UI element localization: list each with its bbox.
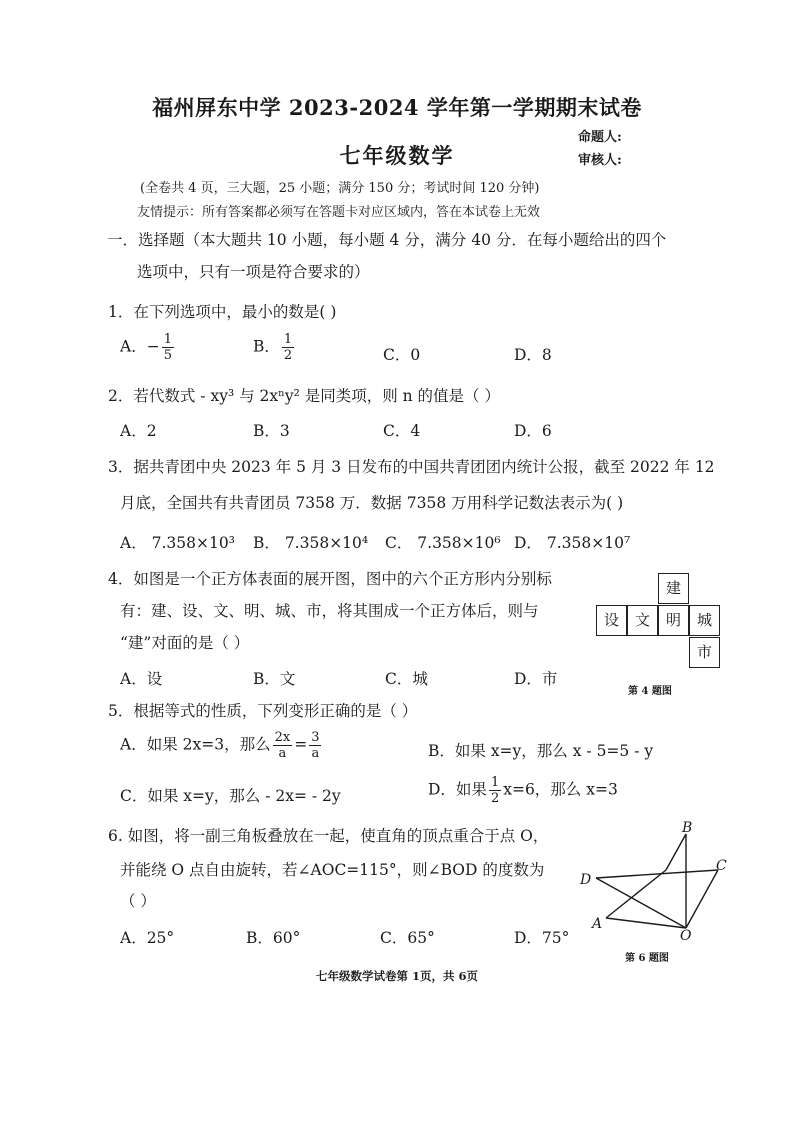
cube-net-figure — [596, 573, 726, 673]
q3-option-b: B． 7.358×10⁴ — [253, 534, 369, 552]
reviewer-label: 审核人: — [578, 153, 622, 168]
segment-do — [596, 878, 686, 928]
q4-line1: 4．如图是一个正方体表面的展开图，图中的六个正方形内分别标 — [108, 570, 552, 588]
q5-option-d — [428, 776, 618, 805]
q1-option-b-label: B． — [253, 337, 280, 356]
q1-a-den: 5 — [163, 348, 172, 363]
q4-line3: “建”对面的是（ ） — [120, 634, 250, 652]
q1-option-b-fraction — [282, 333, 294, 362]
q1-option-b — [253, 333, 296, 362]
q1-a-num: 1 — [163, 332, 172, 347]
q6-option-c: C．65° — [380, 929, 435, 947]
q1-b-den: 2 — [283, 348, 293, 363]
q5-option-b: B．如果 x=y，那么 x - 5=5 - y — [428, 742, 654, 760]
q5-a-frac1 — [273, 731, 293, 760]
q3-option-d: D． 7.358×10⁷ — [514, 534, 631, 552]
q1-stem: 1．在下列选项中，最小的数是( ) — [108, 303, 337, 321]
q1-option-a — [120, 333, 176, 362]
setter-label: 命题人: — [578, 130, 622, 145]
q4-option-a: A．设 — [120, 670, 163, 688]
q6-line2: 并能绕 O 点自由旋转，若∠AOC=115°，则∠BOD 的度数为 — [120, 861, 545, 879]
q4-option-d: D．市 — [514, 670, 558, 688]
triangles-figure — [570, 820, 740, 950]
q3-line1: 3．据共青团中央 2023 年 5 月 3 日发布的中国共青团团内统计公报，截至 2022 年 12 — [108, 458, 715, 476]
q6-option-d: D．75° — [514, 929, 570, 947]
q5-d-den: 2 — [490, 791, 500, 806]
q5-d-prefix: D．如果 — [428, 780, 487, 799]
q5-a-equals: = — [294, 735, 308, 754]
net-cell-1: 设 — [596, 605, 627, 636]
q5-d-suffix: x=6，那么 x=3 — [503, 780, 618, 799]
q1-option-d: D．8 — [514, 346, 552, 364]
q2-stem: 2．若代数式 - xy³ 与 2xⁿy² 是同类项，则 n 的值是（ ） — [108, 387, 500, 405]
q4-option-b: B．文 — [253, 670, 296, 688]
q6-line1: 6. 如图，将一副三角板叠放在一起，使直角的顶点重合于点 O， — [108, 827, 549, 845]
exam-info: (全卷共 4 页，三大题，25 小题；满分 150 分；考试时间 120 分钟) — [140, 181, 540, 196]
net-cell-4: 城 — [689, 605, 720, 636]
q4-option-c: C．城 — [385, 670, 428, 688]
q3-option-a: A． 7.358×10³ — [120, 534, 235, 552]
net-cell-bottom: 市 — [689, 637, 720, 668]
q5-a-num2: 3 — [311, 730, 320, 745]
q5-a-den2: a — [311, 746, 320, 761]
label-d: D — [580, 872, 592, 888]
q5-a-den1: a — [278, 746, 287, 761]
exam-subtitle: 七年级数学 — [339, 143, 455, 168]
q1-option-a-fraction — [162, 333, 174, 362]
q1-option-c: C．0 — [383, 346, 421, 364]
label-c: C — [716, 858, 727, 874]
exam-tip: 友情提示：所有答案都必须写在答题卡对应区域内，答在本试卷上无效 — [137, 205, 541, 220]
segment-bo — [666, 834, 686, 870]
q5-a-prefix: A．如果 2x=3，那么 — [120, 735, 271, 754]
q2-option-b: B．3 — [253, 422, 290, 440]
q1-option-a-label: A．− — [120, 337, 160, 356]
segment-ao — [606, 918, 686, 928]
q1-b-num: 1 — [283, 332, 293, 347]
section1-line2: 选项中，只有一项是符合要求的） — [137, 263, 370, 281]
label-b: B — [682, 820, 693, 836]
segment-co — [686, 870, 718, 928]
q4-figure-caption: 第 4 题图 — [628, 686, 672, 697]
q2-option-d: D．6 — [514, 422, 552, 440]
q6-figure-caption: 第 6 题图 — [625, 953, 669, 964]
q5-a-frac2 — [309, 731, 321, 760]
q3-option-c: C． 7.358×10⁶ — [385, 534, 501, 552]
page-footer: 七年级数学试卷第 1页，共 6页 — [315, 969, 478, 983]
q6-line3: （ ） — [120, 892, 156, 910]
q5-a-num1: 2x — [274, 730, 291, 745]
q6-option-a: A．25° — [120, 929, 175, 947]
q5-option-c: C．如果 x=y，那么 - 2x= - 2y — [120, 787, 341, 805]
net-cell-3: 明 — [658, 605, 689, 636]
q5-d-frac — [489, 776, 501, 805]
q5-stem: 5．根据等式的性质，下列变形正确的是（ ） — [108, 702, 418, 720]
net-cell-top: 建 — [658, 573, 689, 604]
section1-line1: 一．选择题（本大题共 10 小题，每小题 4 分，满分 40 分．在每小题给出的四个 — [107, 231, 667, 249]
label-a: A — [592, 916, 603, 932]
exam-title: 福州屏东中学 2023-2024 学年第一学期期末试卷 — [152, 95, 642, 120]
q4-line2: 有：建、设、文、明、城、市，将其围成一个正方体后，则与 — [120, 602, 539, 620]
q3-line2: 月底，全国共有共青团员 7358 万．数据 7358 万用科学记数法表示为( ) — [120, 494, 624, 512]
q2-option-c: C．4 — [383, 422, 421, 440]
q6-option-b: B．60° — [246, 929, 301, 947]
q5-d-num: 1 — [490, 775, 500, 790]
label-o: O — [680, 928, 692, 944]
q5-option-a — [120, 731, 323, 760]
q2-option-a: A．2 — [120, 422, 157, 440]
net-cell-2: 文 — [627, 605, 658, 636]
